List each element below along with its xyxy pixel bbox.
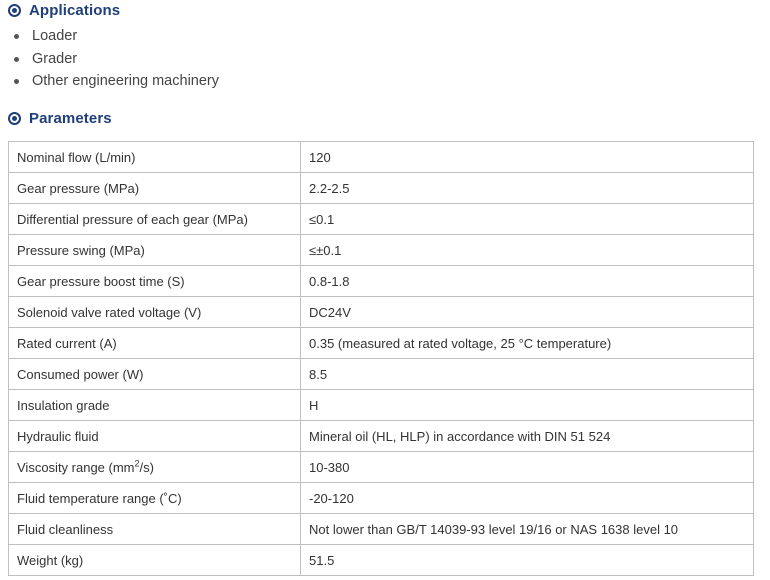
parameter-name: Insulation grade (9, 390, 301, 421)
bullet-icon (14, 79, 19, 84)
bullet-icon (14, 34, 19, 39)
applications-heading (8, 0, 120, 20)
radio-dot-icon (8, 112, 21, 125)
list-item (10, 50, 219, 73)
table-row (9, 173, 754, 204)
parameter-value: ≤±0.1 (301, 235, 754, 266)
parameter-value: 0.35 (measured at rated voltage, 25 °C temperature) (301, 328, 754, 359)
table-row (9, 483, 754, 514)
parameter-name: Consumed power (W) (9, 359, 301, 390)
parameter-value: -20-120 (301, 483, 754, 514)
parameters-heading-text: Parameters (29, 109, 112, 127)
table-row (9, 545, 754, 576)
list-item (10, 72, 219, 95)
parameter-value: 0.8-1.8 (301, 266, 754, 297)
parameters-heading (8, 108, 112, 128)
bullet-icon (14, 57, 19, 62)
parameter-name: Gear pressure boost time (S) (9, 266, 301, 297)
parameter-name-superscript: 2 (134, 458, 140, 469)
parameter-value: 10-380 (301, 452, 754, 483)
parameter-value: 8.5 (301, 359, 754, 390)
parameter-name (9, 452, 301, 483)
table-row (9, 514, 754, 545)
parameters-table (8, 141, 754, 576)
parameter-value: 51.5 (301, 545, 754, 576)
parameter-value: 2.2-2.5 (301, 173, 754, 204)
parameter-name: Fluid temperature range (˚C) (9, 483, 301, 514)
parameter-name: Differential pressure of each gear (MPa) (9, 204, 301, 235)
parameter-value: H (301, 390, 754, 421)
list-item (10, 27, 219, 50)
parameter-value: ≤0.1 (301, 204, 754, 235)
parameter-value: 120 (301, 142, 754, 173)
table-row (9, 452, 754, 483)
table-row (9, 359, 754, 390)
list-item-label: Loader (32, 28, 78, 44)
table-row (9, 297, 754, 328)
table-row (9, 235, 754, 266)
table-row (9, 421, 754, 452)
table-row (9, 266, 754, 297)
parameter-name: Pressure swing (MPa) (9, 235, 301, 266)
list-item-label: Other engineering machinery (32, 73, 219, 89)
parameter-name: Gear pressure (MPa) (9, 173, 301, 204)
radio-dot-icon (8, 4, 21, 17)
parameter-name: Hydraulic fluid (9, 421, 301, 452)
table-row (9, 142, 754, 173)
parameter-value: Mineral oil (HL, HLP) in accordance with DIN 51 524 (301, 421, 754, 452)
list-item-label: Grader (32, 50, 78, 67)
parameter-value: DC24V (301, 297, 754, 328)
parameter-name: Solenoid valve rated voltage (V) (9, 297, 301, 328)
parameter-name: Rated current (A) (9, 328, 301, 359)
parameter-name: Nominal flow (L/min) (9, 142, 301, 173)
parameter-name-suffix: /s) (139, 459, 154, 475)
table-row (9, 328, 754, 359)
parameter-name: Fluid cleanliness (9, 514, 301, 545)
parameter-name: Weight (kg) (9, 545, 301, 576)
applications-heading-text: Applications (29, 1, 121, 19)
table-row (9, 390, 754, 421)
parameter-value: Not lower than GB/T 14039-93 level 19/16 or NAS 1638 level 10 (301, 514, 754, 545)
parameter-name-prefix: Viscosity range (mm (17, 459, 135, 475)
applications-list (10, 27, 219, 95)
table-row (9, 204, 754, 235)
